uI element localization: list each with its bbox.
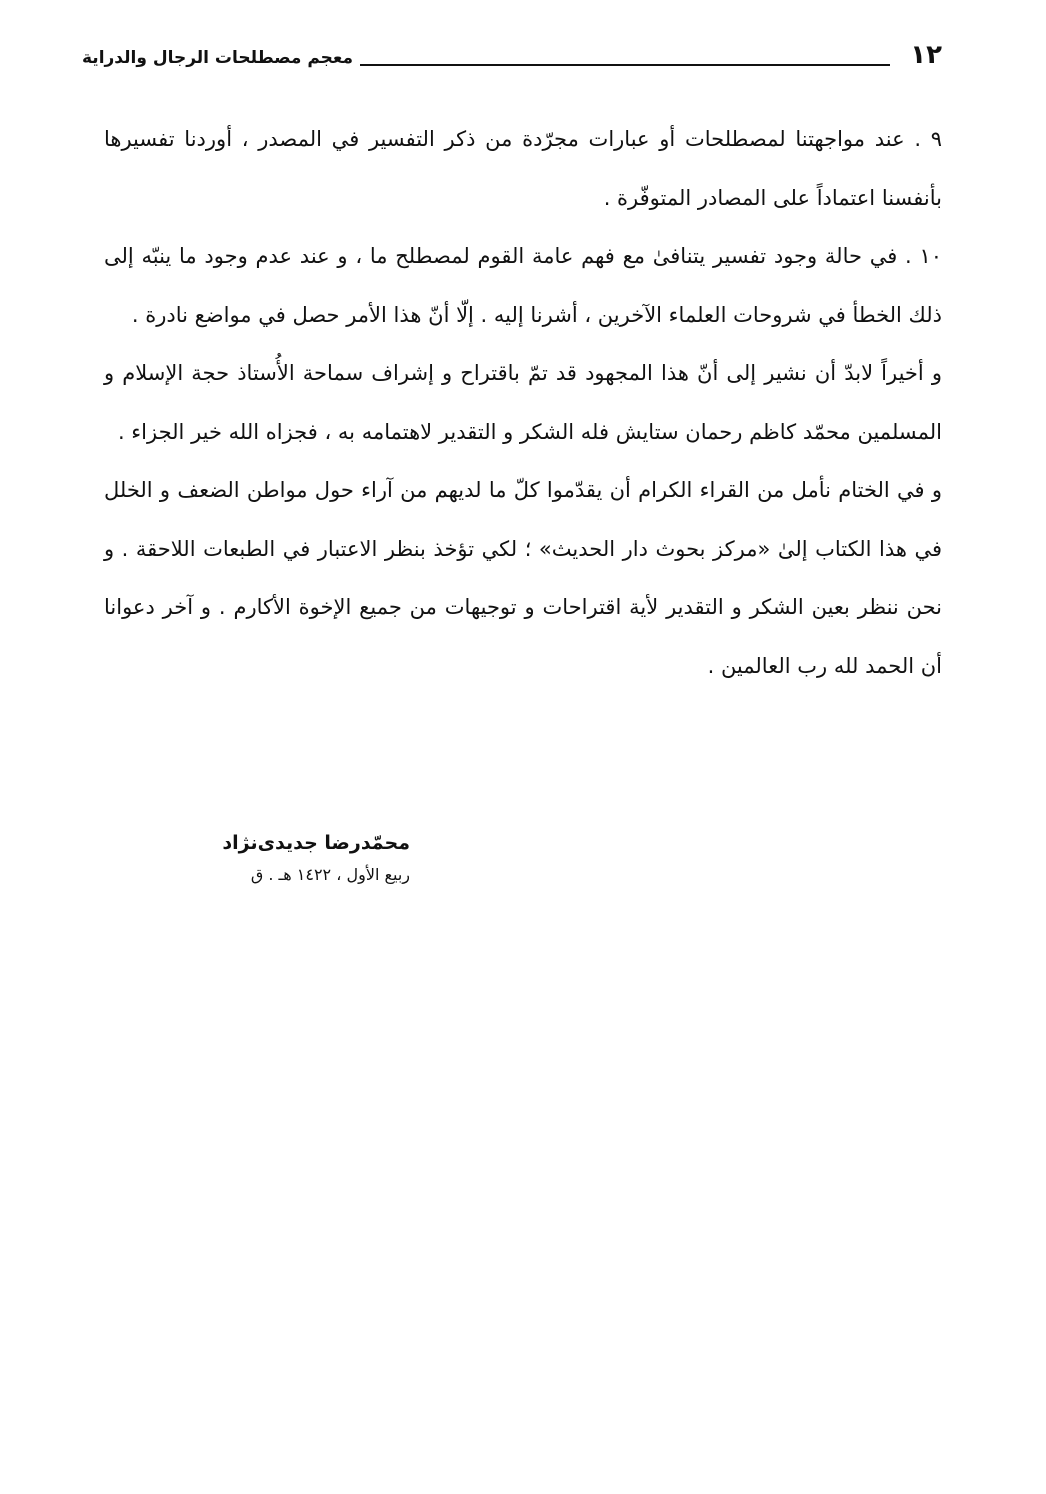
paragraph-acknowledgement: و أخيراً لابدّ أن نشير إلى أنّ هذا المجهود قد تمّ باقتراح و إشراف سماحة الأُستاذ حجة الإسلام و المسلمين محمّد كاظم رحمان ستايش فله الشكر و التقدير لاهتمامه به ، فجزاه الله خير الجزاء . <box>104 361 942 444</box>
header-rule <box>360 64 890 66</box>
page-number: ١٢ <box>910 40 942 70</box>
paragraph-10: ١٠ . في حالة وجود تفسير يتنافىٰ مع فهم عامة القوم لمصطلح ما ، و عند عدم وجود ما ينبّه إلى ذلك الخطأ في شروحات العلماء الآخرين ، أشرنا إليه . إلّا أنّ هذا الأمر حصل في مواضع نادرة . <box>104 244 942 327</box>
paragraph-closing: و في الختام نأمل من القراء الكرام أن يقدّموا كلّ ما لديهم من آراء حول مواطن الضعف و الخلل في هذا الكتاب إلىٰ «مركز بحوث دار الحديث» ؛ لكي تؤخذ بنظر الاعتبار في الطبعات اللاحقة . و نحن ننظر بعين الشكر و التقدير لأية اقتراحات و توجيهات من جميع الإخوة الأكارم . و آخر دعوانا أن الحمد لله رب العالمين . <box>104 478 942 678</box>
author-name: محمّدرضا جديدى‌نژاد <box>222 832 410 854</box>
body-text <box>104 110 942 695</box>
signature-block <box>170 826 410 890</box>
running-title: معجم مصطلحات الرجال والدراية <box>82 48 354 68</box>
page-header <box>82 40 948 74</box>
paragraph-9: ٩ . عند مواجهتنا لمصطلحات أو عبارات مجرّدة من ذكر التفسير في المصدر ، أوردنا تفسيرها بأنفسنا اعتماداً على المصادر المتوفّرة . <box>104 127 942 210</box>
signature-date: ربيع الأول ، ١٤٢٢ هـ . ق <box>250 865 410 884</box>
